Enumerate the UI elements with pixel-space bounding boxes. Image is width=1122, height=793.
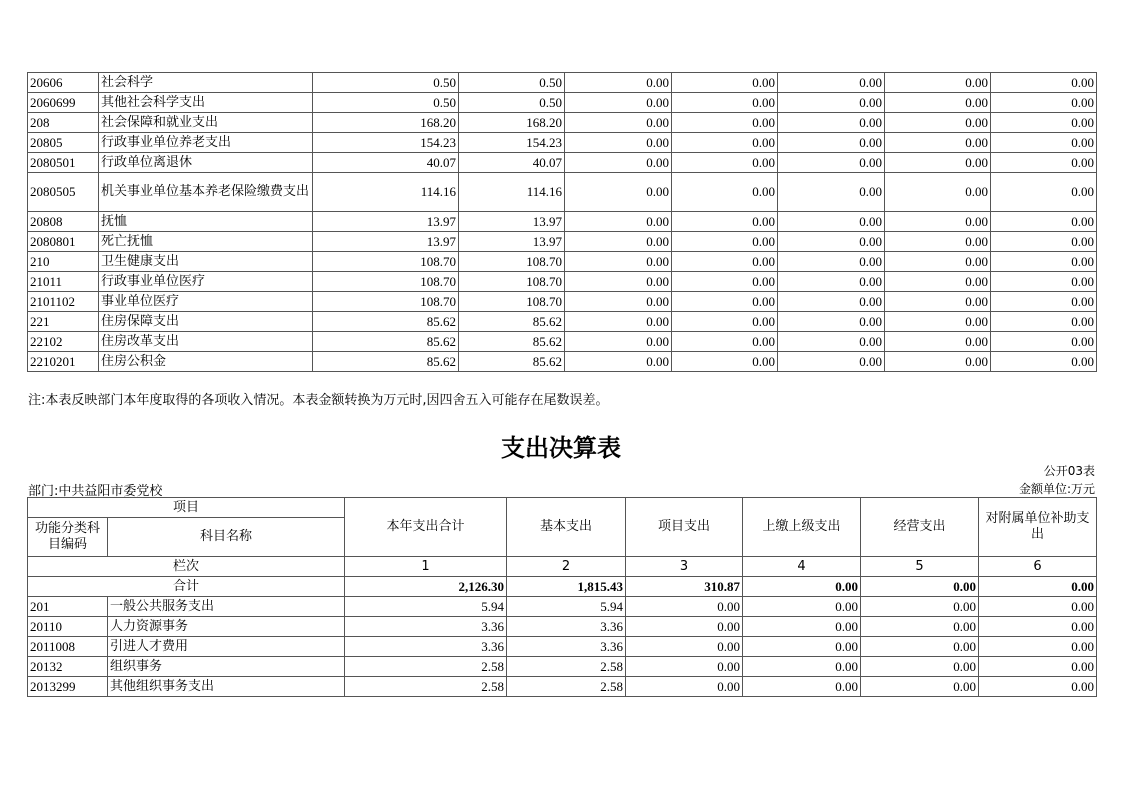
row-code: 221	[28, 312, 99, 332]
row-value: 0.00	[565, 133, 672, 153]
row-value: 0.00	[672, 93, 778, 113]
row-value: 3.36	[507, 637, 626, 657]
row-value: 0.00	[672, 133, 778, 153]
header-col-5: 经营支出	[861, 498, 979, 557]
header-name: 科目名称	[108, 518, 345, 557]
total-value: 2,126.30	[345, 577, 507, 597]
row-value: 2.58	[345, 657, 507, 677]
row-value: 0.00	[743, 677, 861, 697]
row-value: 13.97	[313, 212, 459, 232]
row-value: 0.00	[778, 153, 885, 173]
row-value: 0.00	[991, 153, 1097, 173]
total-value: 0.00	[979, 577, 1097, 597]
row-name: 其他社会科学支出	[99, 93, 313, 113]
row-name: 死亡抚恤	[99, 232, 313, 252]
row-value: 0.00	[885, 173, 991, 212]
total-value: 1,815.43	[507, 577, 626, 597]
table-row	[28, 332, 1097, 352]
row-value: 0.00	[885, 73, 991, 93]
row-value: 0.00	[991, 212, 1097, 232]
row-value: 154.23	[459, 133, 565, 153]
table-row	[28, 292, 1097, 312]
row-value: 0.50	[313, 73, 459, 93]
row-value: 0.00	[778, 332, 885, 352]
row-value: 0.00	[991, 292, 1097, 312]
header-code: 功能分类科目编码	[28, 518, 108, 557]
row-value: 0.00	[861, 637, 979, 657]
row-value: 0.00	[885, 93, 991, 113]
row-value: 0.00	[626, 597, 743, 617]
table-row	[28, 212, 1097, 232]
table-row	[28, 657, 1097, 677]
row-value: 0.00	[885, 232, 991, 252]
table-row	[28, 133, 1097, 153]
table-row	[28, 113, 1097, 133]
row-value: 2.58	[345, 677, 507, 697]
row-value: 40.07	[313, 153, 459, 173]
row-name: 行政单位离退休	[99, 153, 313, 173]
row-value: 0.00	[778, 252, 885, 272]
row-code: 2013299	[28, 677, 108, 697]
row-value: 0.00	[979, 657, 1097, 677]
row-value: 0.00	[991, 252, 1097, 272]
row-value: 0.50	[459, 93, 565, 113]
row-name: 行政事业单位养老支出	[99, 133, 313, 153]
row-code: 2210201	[28, 352, 99, 372]
total-label: 合计	[28, 577, 345, 597]
table-row	[28, 637, 1097, 657]
row-code: 201	[28, 597, 108, 617]
col-number: 6	[979, 557, 1097, 577]
table-row	[28, 73, 1097, 93]
row-code: 21011	[28, 272, 99, 292]
row-value: 0.00	[565, 292, 672, 312]
col-label: 栏次	[28, 557, 345, 577]
table-row	[28, 153, 1097, 173]
row-value: 108.70	[459, 292, 565, 312]
row-value: 0.00	[672, 292, 778, 312]
row-name: 事业单位医疗	[99, 292, 313, 312]
row-value: 0.00	[672, 212, 778, 232]
row-value: 0.00	[778, 113, 885, 133]
row-value: 0.00	[885, 133, 991, 153]
row-value: 0.00	[565, 212, 672, 232]
row-name: 组织事务	[108, 657, 345, 677]
expenditure-table	[27, 497, 1097, 697]
row-value: 0.00	[565, 272, 672, 292]
table-row	[28, 312, 1097, 332]
row-value: 0.00	[861, 677, 979, 697]
row-value: 0.00	[778, 73, 885, 93]
row-value: 0.00	[626, 657, 743, 677]
row-value: 0.00	[672, 312, 778, 332]
row-value: 0.00	[991, 173, 1097, 212]
row-value: 0.00	[778, 212, 885, 232]
row-code: 2080801	[28, 232, 99, 252]
row-value: 0.00	[778, 312, 885, 332]
row-value: 0.00	[991, 332, 1097, 352]
table-row	[28, 272, 1097, 292]
row-code: 20805	[28, 133, 99, 153]
row-value: 0.50	[459, 73, 565, 93]
row-name: 社会科学	[99, 73, 313, 93]
row-value: 0.00	[991, 312, 1097, 332]
row-value: 0.00	[991, 272, 1097, 292]
row-value: 0.00	[991, 93, 1097, 113]
row-value: 13.97	[459, 232, 565, 252]
row-value: 0.00	[743, 617, 861, 637]
row-value: 0.00	[991, 113, 1097, 133]
col-number: 4	[743, 557, 861, 577]
col-number: 2	[507, 557, 626, 577]
total-value: 310.87	[626, 577, 743, 597]
row-value: 108.70	[313, 292, 459, 312]
row-value: 0.00	[991, 232, 1097, 252]
row-code: 2060699	[28, 93, 99, 113]
row-value: 85.62	[459, 352, 565, 372]
row-value: 168.20	[313, 113, 459, 133]
row-value: 0.00	[778, 173, 885, 212]
row-value: 0.00	[565, 232, 672, 252]
row-code: 208	[28, 113, 99, 133]
row-value: 0.00	[885, 292, 991, 312]
row-value: 3.36	[507, 617, 626, 637]
row-name: 一般公共服务支出	[108, 597, 345, 617]
row-value: 168.20	[459, 113, 565, 133]
income-table-continued	[27, 72, 1097, 372]
row-value: 0.00	[672, 113, 778, 133]
row-value: 0.00	[626, 637, 743, 657]
row-value: 0.00	[885, 332, 991, 352]
row-value: 85.62	[459, 332, 565, 352]
col-number: 3	[626, 557, 743, 577]
table-row	[28, 352, 1097, 372]
row-value: 108.70	[313, 272, 459, 292]
row-value: 0.00	[743, 637, 861, 657]
row-value: 0.00	[672, 352, 778, 372]
col-number: 5	[861, 557, 979, 577]
row-value: 0.00	[778, 93, 885, 113]
page-title: 支出决算表	[501, 434, 621, 462]
row-value: 0.00	[672, 153, 778, 173]
row-code: 2101102	[28, 292, 99, 312]
row-code: 20606	[28, 73, 99, 93]
row-value: 85.62	[313, 312, 459, 332]
total-value: 0.00	[861, 577, 979, 597]
department-label: 部门:中共益阳市委党校	[28, 484, 163, 499]
row-value: 85.62	[313, 352, 459, 372]
row-value: 0.00	[885, 153, 991, 173]
row-value: 0.00	[565, 173, 672, 212]
row-value: 0.00	[565, 73, 672, 93]
row-value: 0.00	[565, 312, 672, 332]
row-value: 5.94	[345, 597, 507, 617]
row-value: 2.58	[507, 677, 626, 697]
row-code: 2080505	[28, 173, 99, 212]
row-value: 13.97	[459, 212, 565, 232]
row-code: 2080501	[28, 153, 99, 173]
row-value: 0.00	[778, 292, 885, 312]
row-name: 住房保障支出	[99, 312, 313, 332]
row-value: 0.00	[885, 113, 991, 133]
row-value: 0.00	[672, 272, 778, 292]
col-number: 1	[345, 557, 507, 577]
row-name: 引进人才费用	[108, 637, 345, 657]
header-col-6: 对附属单位补助支出	[979, 498, 1097, 557]
row-value: 0.00	[861, 617, 979, 637]
row-value: 0.00	[565, 332, 672, 352]
row-value: 0.00	[778, 133, 885, 153]
row-value: 108.70	[459, 272, 565, 292]
row-code: 2011008	[28, 637, 108, 657]
row-value: 0.00	[979, 597, 1097, 617]
row-code: 20808	[28, 212, 99, 232]
table-row	[28, 173, 1097, 212]
row-value: 0.00	[861, 597, 979, 617]
row-name: 机关事业单位基本养老保险缴费支出	[99, 173, 313, 212]
row-value: 0.00	[991, 73, 1097, 93]
row-value: 0.00	[565, 93, 672, 113]
total-value: 0.00	[743, 577, 861, 597]
row-value: 0.00	[991, 133, 1097, 153]
row-code: 210	[28, 252, 99, 272]
amount-unit-label: 金额单位:万元	[1018, 482, 1095, 496]
row-value: 0.00	[885, 352, 991, 372]
row-value: 0.00	[565, 252, 672, 272]
row-value: 85.62	[459, 312, 565, 332]
header-col-1: 本年支出合计	[345, 498, 507, 557]
row-name: 行政事业单位医疗	[99, 272, 313, 292]
header-col-3: 项目支出	[626, 498, 743, 557]
row-value: 0.00	[979, 637, 1097, 657]
row-value: 0.00	[778, 232, 885, 252]
row-value: 5.94	[507, 597, 626, 617]
total-row	[28, 577, 1097, 597]
row-code: 20132	[28, 657, 108, 677]
row-value: 114.16	[459, 173, 565, 212]
row-value: 0.00	[979, 677, 1097, 697]
row-value: 0.00	[672, 252, 778, 272]
row-value: 0.00	[979, 617, 1097, 637]
row-value: 0.00	[991, 352, 1097, 372]
row-value: 0.00	[672, 173, 778, 212]
row-value: 0.00	[626, 617, 743, 637]
row-value: 13.97	[313, 232, 459, 252]
row-code: 20110	[28, 617, 108, 637]
header-item: 项目	[28, 498, 345, 518]
row-value: 0.00	[743, 597, 861, 617]
row-value: 108.70	[459, 252, 565, 272]
row-name: 住房公积金	[99, 352, 313, 372]
row-value: 0.00	[861, 657, 979, 677]
row-value: 0.00	[778, 352, 885, 372]
row-value: 40.07	[459, 153, 565, 173]
row-value: 0.00	[743, 657, 861, 677]
table-row	[28, 617, 1097, 637]
row-value: 85.62	[313, 332, 459, 352]
table-row	[28, 597, 1097, 617]
row-value: 108.70	[313, 252, 459, 272]
row-name: 抚恤	[99, 212, 313, 232]
row-name: 卫生健康支出	[99, 252, 313, 272]
row-value: 0.00	[885, 252, 991, 272]
header-col-4: 上缴上级支出	[743, 498, 861, 557]
row-name: 住房改革支出	[99, 332, 313, 352]
row-name: 其他组织事务支出	[108, 677, 345, 697]
row-code: 22102	[28, 332, 99, 352]
row-value: 0.00	[672, 73, 778, 93]
row-value: 0.50	[313, 93, 459, 113]
row-value: 0.00	[565, 352, 672, 372]
row-value: 0.00	[672, 332, 778, 352]
row-value: 2.58	[507, 657, 626, 677]
row-value: 0.00	[626, 677, 743, 697]
table-row	[28, 232, 1097, 252]
table-row	[28, 252, 1097, 272]
row-value: 0.00	[565, 113, 672, 133]
row-value: 0.00	[778, 272, 885, 292]
header-col-2: 基本支出	[507, 498, 626, 557]
row-value: 3.36	[345, 637, 507, 657]
table-note: 注:本表反映部门本年度取得的各项收入情况。本表金额转换为万元时,因四舍五入可能存在尾数误差。	[28, 393, 609, 408]
row-value: 114.16	[313, 173, 459, 212]
row-name: 人力资源事务	[108, 617, 345, 637]
row-value: 154.23	[313, 133, 459, 153]
form-number: 公开03表	[1043, 464, 1095, 478]
row-value: 0.00	[885, 272, 991, 292]
row-value: 0.00	[672, 232, 778, 252]
row-value: 3.36	[345, 617, 507, 637]
row-value: 0.00	[885, 212, 991, 232]
table-row	[28, 93, 1097, 113]
row-value: 0.00	[565, 153, 672, 173]
row-name: 社会保障和就业支出	[99, 113, 313, 133]
row-value: 0.00	[885, 312, 991, 332]
table-row	[28, 677, 1097, 697]
